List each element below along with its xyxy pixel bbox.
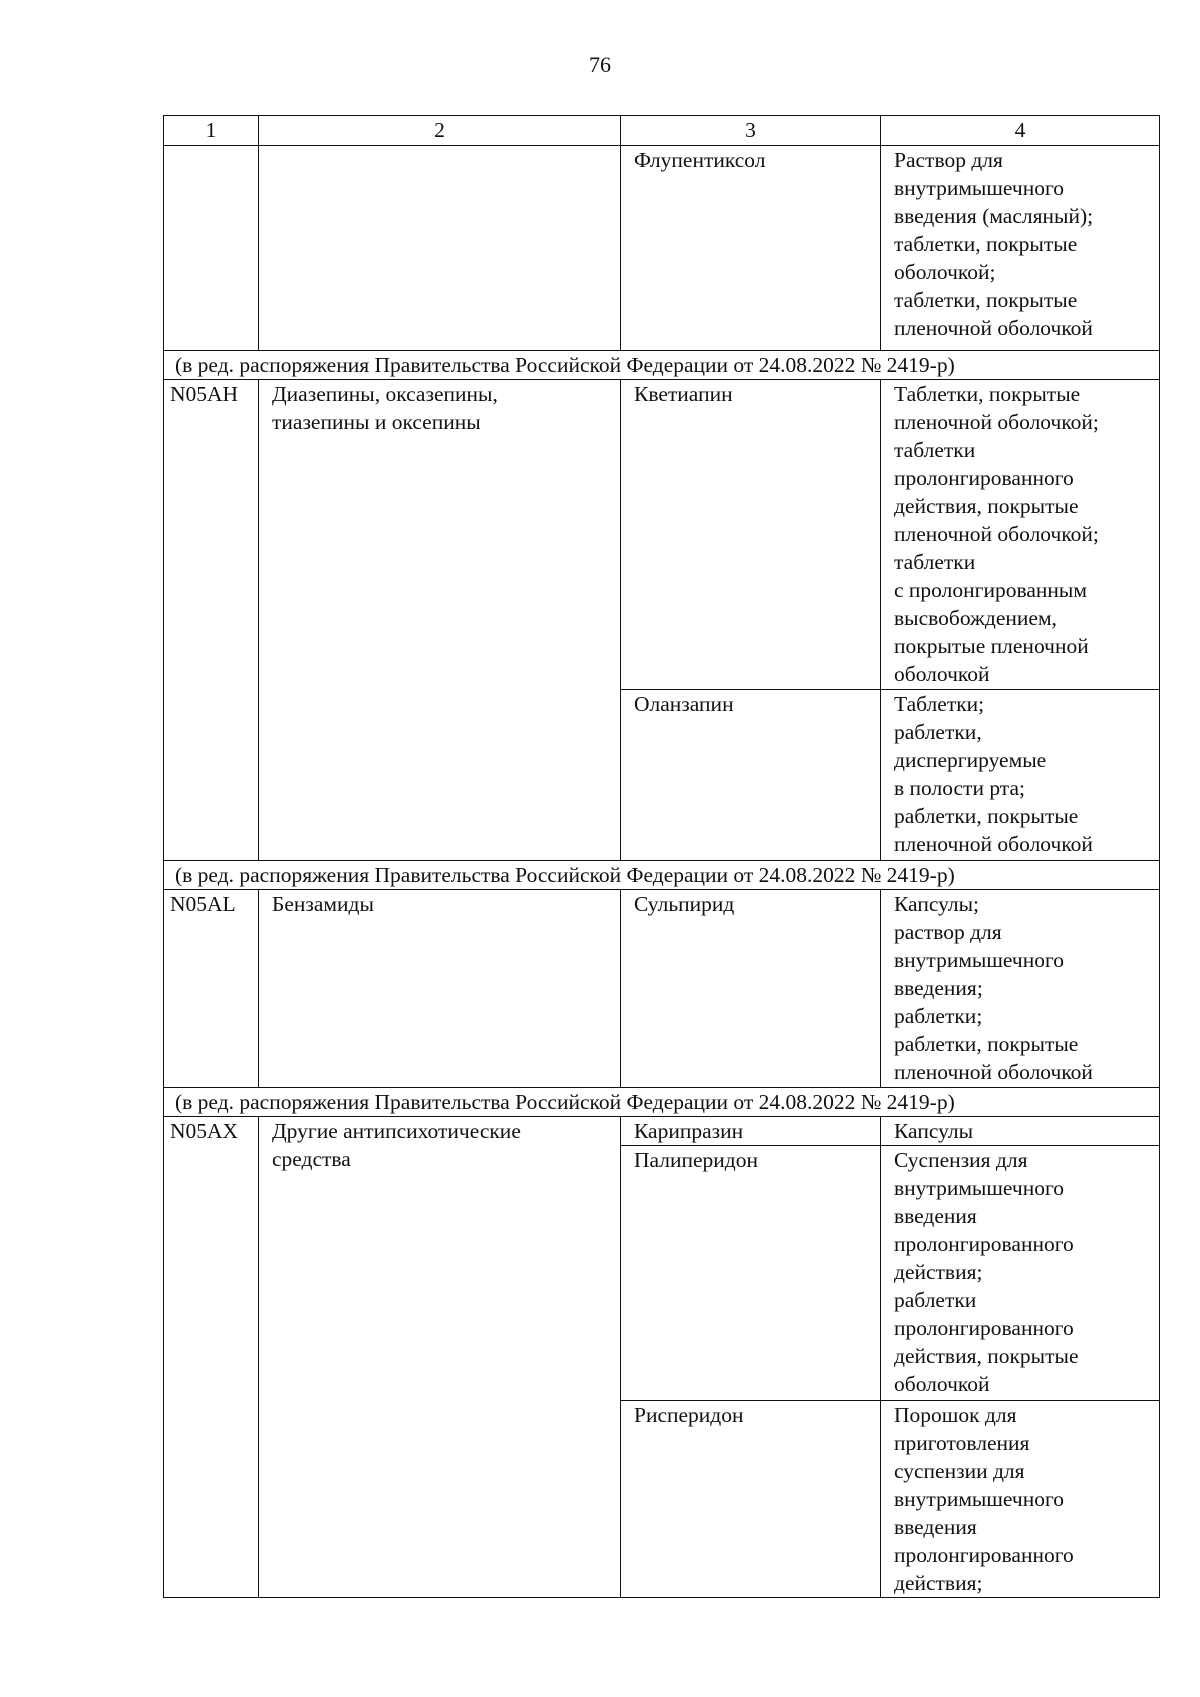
atc-code-cell (164, 146, 259, 351)
amendment-note-row (164, 1088, 1160, 1117)
atc-code-cell: N05AX (164, 1117, 259, 1598)
drug-name-cell: Палиперидон (621, 1146, 881, 1401)
column-header-4: 4 (881, 116, 1160, 146)
amendment-note: (в ред. распоряжения Правительства Российской Федерации от 24.08.2022 № 2419-р) (164, 351, 1160, 380)
group-name-cell: Другие антипсихотические средства (259, 1117, 621, 1598)
atc-code-cell: N05AH (164, 380, 259, 861)
group-name-cell (259, 146, 621, 351)
drug-name-cell: Сульпирид (621, 890, 881, 1088)
column-header-3: 3 (621, 116, 881, 146)
page-number: 76 (589, 52, 611, 77)
dosage-forms-cell: Таблетки; раблетки, диспергируемые в полости рта; раблетки, покрытые пленочной оболочкой (881, 690, 1160, 861)
table-row (164, 380, 1160, 690)
drug-name-cell: Карипразин (621, 1117, 881, 1146)
amendment-note-row (164, 861, 1160, 890)
dosage-forms-cell: Капсулы (881, 1117, 1160, 1146)
atc-code-cell: N05AL (164, 890, 259, 1088)
drug-name-cell: Кветиапин (621, 380, 881, 690)
dosage-forms-cell: Таблетки, покрытые пленочной оболочкой; таблетки пролонгированного действия, покрытые пленочной оболочкой; таблетки с пролонгированным высвобождением, покрытые пленочной оболочкой (881, 380, 1160, 690)
drug-table (163, 115, 1160, 1598)
dosage-forms-cell: Раствор для внутримышечного введения (масляный); таблетки, покрытые оболочкой; таблетки, покрытые пленочной оболочкой (881, 146, 1160, 351)
table-row (164, 890, 1160, 1088)
dosage-forms-cell: Суспензия для внутримышечного введения пролонгированного действия; раблетки пролонгированного действия, покрытые оболочкой (881, 1146, 1160, 1401)
dosage-forms-cell: Капсулы; раствор для внутримышечного введения; раблетки; раблетки, покрытые пленочной оболочкой (881, 890, 1160, 1088)
drug-name-cell: Флупентиксол (621, 146, 881, 351)
table-row (164, 146, 1160, 351)
table-row (164, 1117, 1160, 1146)
amendment-note: (в ред. распоряжения Правительства Российской Федерации от 24.08.2022 № 2419-р) (164, 861, 1160, 890)
amendment-note: (в ред. распоряжения Правительства Российской Федерации от 24.08.2022 № 2419-р) (164, 1088, 1160, 1117)
amendment-note-row (164, 351, 1160, 380)
table-header-row (164, 116, 1160, 146)
column-header-2: 2 (259, 116, 621, 146)
dosage-forms-cell: Порошок для приготовления суспензии для внутримышечного введения пролонгированного действия; (881, 1401, 1160, 1598)
drug-name-cell: Рисперидон (621, 1401, 881, 1598)
drug-name-cell: Оланзапин (621, 690, 881, 861)
group-name-cell: Бензамиды (259, 890, 621, 1088)
group-name-cell: Диазепины, оксазепины, тиазепины и оксепины (259, 380, 621, 861)
column-header-1: 1 (164, 116, 259, 146)
